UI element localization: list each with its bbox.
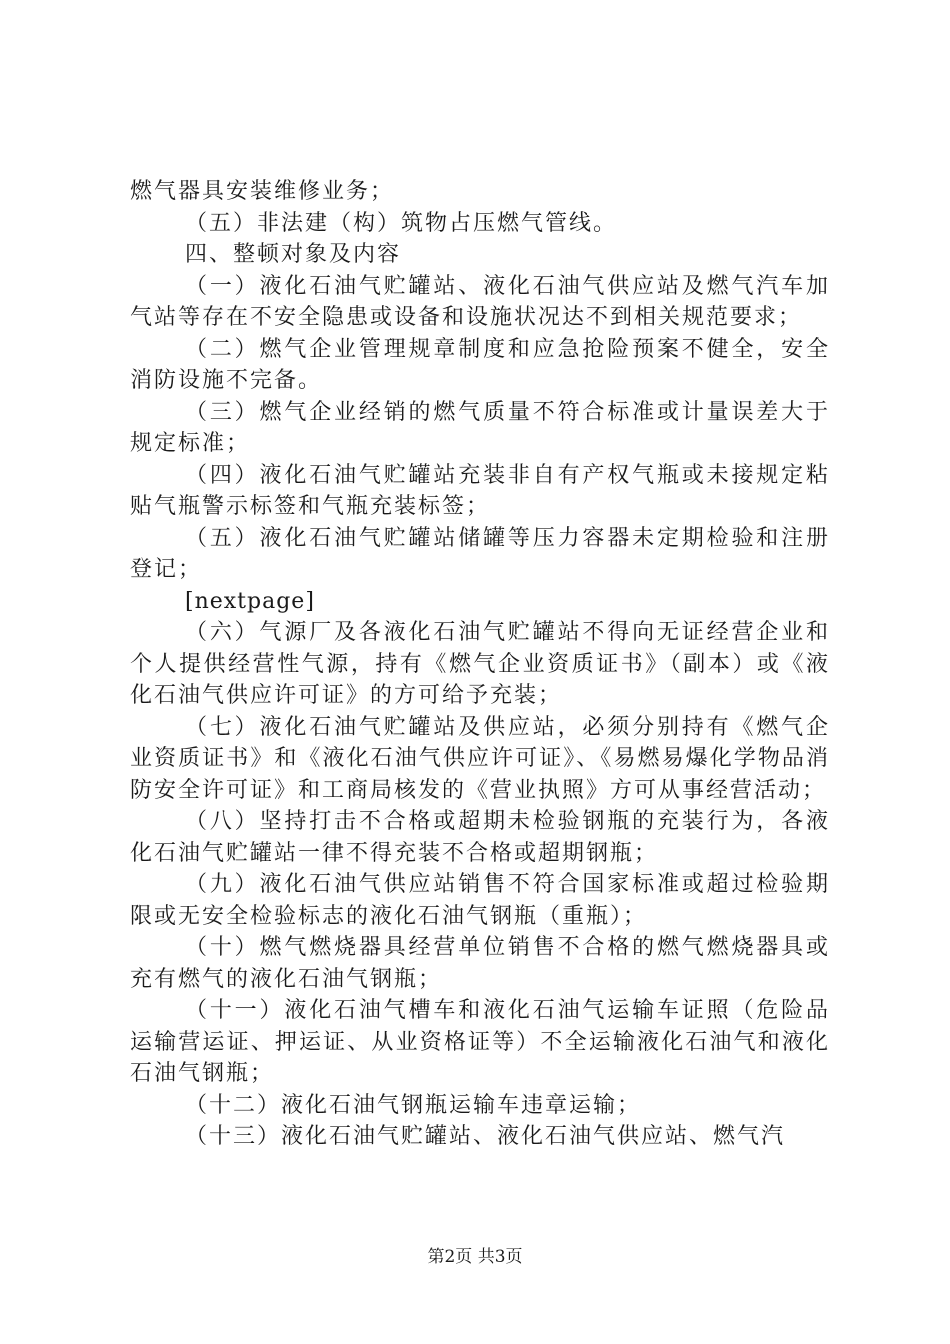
paragraph: （七）液化石油气贮罐站及供应站，必须分别持有《燃气企业资质证书》和《液化石油气供应许可证》、《易燃易爆化学物品消防安全许可证》和工商局核发的《营业执照》方可从事经营活动； — [130, 714, 830, 803]
paragraph: （十二）液化石油气钢瓶运输车违章运输； — [185, 1092, 642, 1118]
paragraph: （十一）液化石油气槽车和液化石油气运输车证照（危险品运输营运证、押运证、从业资格证等）不全运输液化石油气和液化石油气钢瓶； — [130, 998, 830, 1086]
paragraph: （十三）液化石油气贮罐站、液化石油气供应站、燃气汽 — [185, 1124, 786, 1149]
paragraph: （一）液化石油气贮罐站、液化石油气供应站及燃气汽车加气站等存在不安全隐患或设备和设施状况达不到相关规范要求； — [130, 273, 830, 330]
paragraph: （二）燃气企业管理规章制度和应急抢险预案不健全，安全消防设施不完备。 — [130, 336, 830, 393]
paragraph: （五）液化石油气贮罐站储罐等压力容器未定期检验和注册登记； — [130, 525, 830, 582]
document-body — [130, 176, 830, 1153]
page-break-marker: [nextpage] — [185, 588, 315, 614]
paragraph: （五）非法建（构）筑物占压燃气管线。 — [185, 210, 618, 236]
section-heading: 四、整顿对象及内容 — [185, 242, 402, 267]
paragraph: （六）气源厂及各液化石油气贮罐站不得向无证经营企业和个人提供经营性气源，持有《燃气企业资质证书》（副本）或《液化石油气供应许可证》的方可给予充装； — [130, 620, 830, 708]
paragraph: （十）燃气燃烧器具经营单位销售不合格的燃气燃烧器具或充有燃气的液化石油气钢瓶； — [130, 935, 830, 992]
paragraph: 燃气器具安装维修业务； — [130, 179, 395, 204]
paragraph: （三）燃气企业经销的燃气质量不符合标准或计量误差大于规定标准； — [130, 399, 830, 456]
page-number-footer: 第2页 共3页 — [427, 1247, 523, 1267]
paragraph: （九）液化石油气供应站销售不符合国家标准或超过检验期限或无安全检验标志的液化石油气钢瓶（重瓶）； — [130, 872, 830, 929]
paragraph: （四）液化石油气贮罐站充装非自有产权气瓶或未接规定粘贴气瓶警示标签和气瓶充装标签； — [130, 462, 830, 519]
paragraph: （八）坚持打击不合格或超期未检验钢瓶的充装行为，各液化石油气贮罐站一律不得充装不合格或超期钢瓶； — [130, 809, 830, 866]
